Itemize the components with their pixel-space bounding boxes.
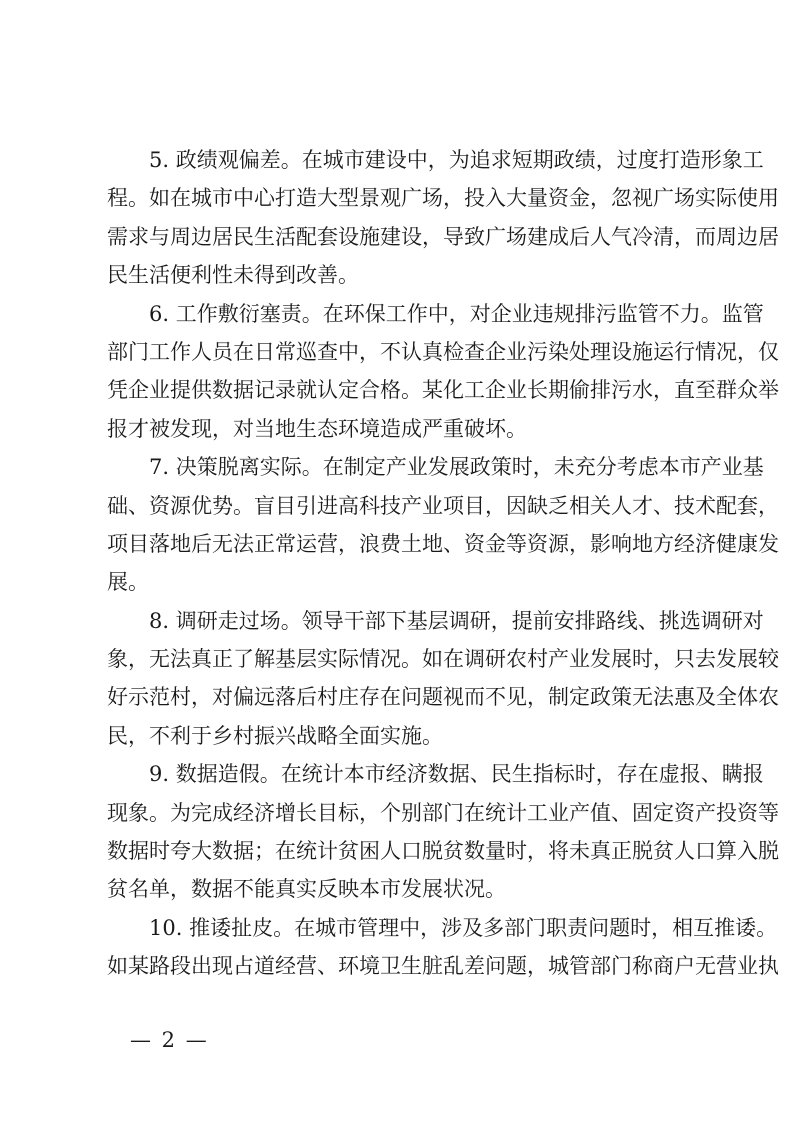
text-line: 部门工作人员在日常巡查中，不认真检查企业污染处理设施运行情况，仅 xyxy=(107,339,779,364)
document-body xyxy=(107,141,779,986)
text-line: 如某路段出现占道经营、环境卫生脏乱差问题，城管部门称商户无营业执 xyxy=(107,954,779,979)
text-line: 凭企业提供数据记录就认定合格。某化工企业长期偷排污水，直至群众举 xyxy=(107,378,779,403)
text-line: 项目落地后无法正常运营，浪费土地、资金等资源，影响地方经济健康发 xyxy=(107,531,779,556)
text-line: 8. 调研走过场。领导干部下基层调研，提前安排路线、挑选调研对 xyxy=(149,608,764,633)
paragraph xyxy=(107,602,779,756)
paragraph xyxy=(107,448,779,602)
text-line: 10. 推诿扯皮。在城市管理中，涉及多部门职责问题时，相互推诿。 xyxy=(149,915,778,940)
paragraph xyxy=(107,755,779,909)
text-line: 现象。为完成经济增长目标，个别部门在统计工业产值、固定资产投资等 xyxy=(107,800,779,825)
text-line: 9. 数据造假。在统计本市经济数据、民生指标时，存在虚报、瞒报 xyxy=(149,762,764,787)
text-line: 象，无法真正了解基层实际情况。如在调研农村产业发展时，只去发展较 xyxy=(107,647,779,672)
paragraph xyxy=(107,141,779,295)
text-line: 础、资源优势。盲目引进高科技产业项目，因缺乏相关人才、技术配套， xyxy=(107,493,779,518)
text-line: 6. 工作敷衍塞责。在环保工作中，对企业违规排污监管不力。监管 xyxy=(149,301,764,326)
text-line: 报才被发现，对当地生态环境造成严重破坏。 xyxy=(107,416,527,441)
text-line: 贫名单，数据不能真实反映本市发展状况。 xyxy=(107,877,506,902)
text-line: 民，不利于乡村振兴战略全面实施。 xyxy=(107,723,443,748)
text-line: 展。 xyxy=(107,570,149,595)
text-line: 民生活便利性未得到改善。 xyxy=(107,263,359,288)
paragraph xyxy=(107,909,779,986)
text-line: 数据时夸大数据；在统计贫困人口脱贫数量时，将未真正脱贫人口算入脱 xyxy=(107,839,779,864)
page-number: — 2 — xyxy=(130,1028,209,1052)
text-line: 程。如在城市中心打造大型景观广场，投入大量资金，忽视广场实际使用 xyxy=(107,186,779,211)
text-line: 5. 政绩观偏差。在城市建设中，为追求短期政绩，过度打造形象工 xyxy=(149,148,764,172)
paragraph xyxy=(107,295,779,449)
text-line: 好示范村，对偏远落后村庄存在问题视而不见，制定政策无法惠及全体农 xyxy=(107,685,779,710)
text-line: 7. 决策脱离实际。在制定产业发展政策时，未充分考虑本市产业基 xyxy=(149,455,764,480)
text-line: 需求与周边居民生活配套设施建设，导致广场建成后人气冷清，而周边居 xyxy=(107,224,779,249)
